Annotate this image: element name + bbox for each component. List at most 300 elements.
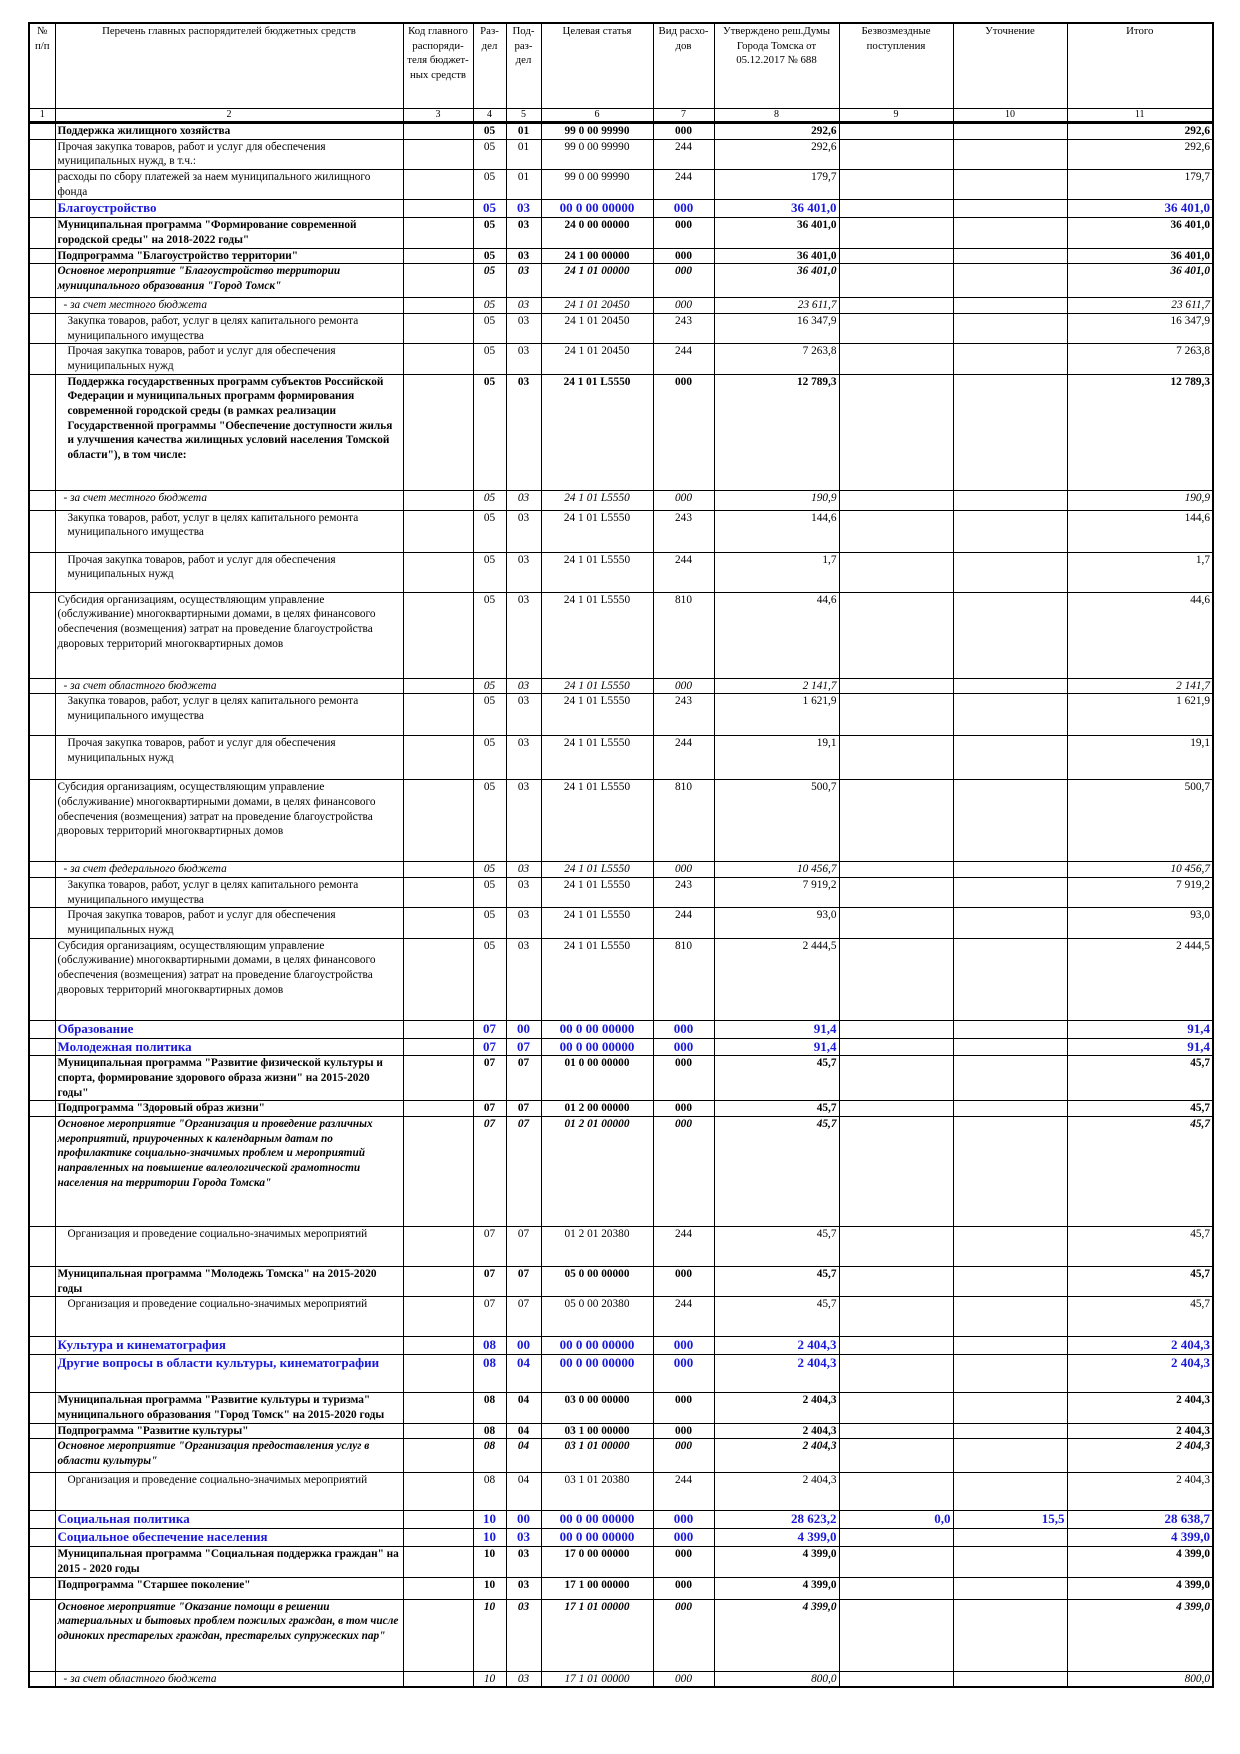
- cell-grants: [839, 490, 953, 510]
- cell-code: [403, 938, 473, 1020]
- cell-section: 05: [473, 248, 506, 264]
- cell-grants: [839, 1337, 953, 1355]
- cell-code: [403, 374, 473, 490]
- cell-approved: 2 404,3: [714, 1439, 839, 1473]
- cell-type: 000: [653, 1020, 714, 1038]
- cell-type: 000: [653, 1577, 714, 1599]
- cell-grants: [839, 170, 953, 200]
- table-row: [29, 694, 1213, 736]
- cell-subsection: 04: [506, 1423, 541, 1439]
- table-row: [29, 510, 1213, 552]
- cell-num: [29, 1101, 55, 1117]
- cell-code: [403, 218, 473, 248]
- cell-num: [29, 694, 55, 736]
- cell-grants: [839, 1227, 953, 1267]
- cell-name: Субсидия организациям, осуществляющим управление (обслуживание) многоквартирными домами, в целях финансового обеспечения (возмещения) затрат на проведение благоустройства дворовых территорий многоквартирных домов: [55, 592, 403, 678]
- cell-code: [403, 200, 473, 218]
- cell-total: 179,7: [1067, 170, 1213, 200]
- cell-section: 07: [473, 1267, 506, 1297]
- cell-section: 05: [473, 694, 506, 736]
- cell-subsection: 03: [506, 248, 541, 264]
- cell-section: 05: [473, 374, 506, 490]
- cell-code: [403, 1101, 473, 1117]
- col-header-type: Вид расхо-дов: [653, 23, 714, 109]
- cell-num: [29, 862, 55, 878]
- cell-target: 00 0 00 00000: [541, 200, 653, 218]
- cell-total: 2 404,3: [1067, 1423, 1213, 1439]
- cell-approved: 4 399,0: [714, 1547, 839, 1577]
- cell-approved: 500,7: [714, 780, 839, 862]
- table-row: [29, 248, 1213, 264]
- cell-num: [29, 374, 55, 490]
- cell-type: 244: [653, 139, 714, 169]
- table-row: [29, 1423, 1213, 1439]
- cell-approved: 45,7: [714, 1056, 839, 1101]
- cell-subsection: 03: [506, 862, 541, 878]
- cell-grants: [839, 1547, 953, 1577]
- cell-name: Организация и проведение социально-значимых мероприятий: [55, 1227, 403, 1267]
- cell-code: [403, 1599, 473, 1671]
- cell-code: [403, 510, 473, 552]
- cell-total: 2 404,3: [1067, 1355, 1213, 1393]
- table-row: [29, 1337, 1213, 1355]
- cell-grants: [839, 1473, 953, 1511]
- cell-name: Муниципальная программа "Молодежь Томска" на 2015-2020 годы: [55, 1267, 403, 1297]
- cell-grants: [839, 218, 953, 248]
- cell-approved: 23 611,7: [714, 298, 839, 314]
- cell-type: 243: [653, 510, 714, 552]
- cell-num: [29, 1547, 55, 1577]
- cell-target: 03 1 00 00000: [541, 1423, 653, 1439]
- cell-target: 17 1 01 00000: [541, 1599, 653, 1671]
- cell-type: 244: [653, 908, 714, 938]
- cell-type: 000: [653, 1337, 714, 1355]
- cell-grants: [839, 1267, 953, 1297]
- cell-code: [403, 1297, 473, 1337]
- cell-type: 000: [653, 264, 714, 298]
- cell-num: [29, 123, 55, 140]
- cell-approved: 45,7: [714, 1227, 839, 1267]
- table-row: [29, 1355, 1213, 1393]
- cell-total: 45,7: [1067, 1056, 1213, 1101]
- cell-grants: [839, 938, 953, 1020]
- cell-section: 05: [473, 938, 506, 1020]
- cell-name: Прочая закупка товаров, работ и услуг для обеспечения муниципальных нужд: [55, 908, 403, 938]
- cell-adjustment: [953, 1297, 1067, 1337]
- cell-code: [403, 1355, 473, 1393]
- cell-subsection: 03: [506, 1547, 541, 1577]
- cell-type: 244: [653, 344, 714, 374]
- cell-section: 08: [473, 1473, 506, 1511]
- cell-section: 05: [473, 344, 506, 374]
- cell-name: Организация и проведение социально-значимых мероприятий: [55, 1297, 403, 1337]
- cell-name: Благоустройство: [55, 200, 403, 218]
- cell-subsection: 07: [506, 1101, 541, 1117]
- cell-approved: 28 623,2: [714, 1511, 839, 1529]
- cell-section: 05: [473, 908, 506, 938]
- cell-name: Социальная политика: [55, 1511, 403, 1529]
- cell-subsection: 03: [506, 908, 541, 938]
- cell-grants: [839, 264, 953, 298]
- cell-grants: [839, 1297, 953, 1337]
- cell-section: 05: [473, 170, 506, 200]
- cell-type: 000: [653, 862, 714, 878]
- cell-subsection: 03: [506, 1599, 541, 1671]
- cell-grants: [839, 1529, 953, 1547]
- cell-code: [403, 298, 473, 314]
- cell-code: [403, 344, 473, 374]
- cell-type: 000: [653, 123, 714, 140]
- cell-code: [403, 552, 473, 592]
- cell-adjustment: [953, 1393, 1067, 1423]
- cell-adjustment: [953, 139, 1067, 169]
- cell-section: 05: [473, 592, 506, 678]
- cell-name: - за счет местного бюджета: [55, 490, 403, 510]
- cell-approved: 2 404,3: [714, 1423, 839, 1439]
- cell-type: 000: [653, 678, 714, 694]
- cell-type: 244: [653, 552, 714, 592]
- col-header-target: Целевая статья: [541, 23, 653, 109]
- cell-total: 28 638,7: [1067, 1511, 1213, 1529]
- cell-subsection: 03: [506, 780, 541, 862]
- cell-section: 05: [473, 200, 506, 218]
- cell-code: [403, 908, 473, 938]
- cell-type: 000: [653, 298, 714, 314]
- cell-total: 4 399,0: [1067, 1577, 1213, 1599]
- cell-num: [29, 1599, 55, 1671]
- table-row: [29, 1056, 1213, 1101]
- col-number: 6: [541, 109, 653, 123]
- cell-name: Закупка товаров, работ, услуг в целях капитального ремонта муниципального имущества: [55, 313, 403, 343]
- cell-subsection: 01: [506, 123, 541, 140]
- cell-grants: [839, 1038, 953, 1056]
- cell-name: Муниципальная программа "Социальная поддержка граждан" на 2015 - 2020 годы: [55, 1547, 403, 1577]
- cell-section: 05: [473, 313, 506, 343]
- cell-num: [29, 1056, 55, 1101]
- cell-subsection: 03: [506, 1671, 541, 1687]
- cell-grants: [839, 298, 953, 314]
- cell-subsection: 03: [506, 1577, 541, 1599]
- cell-approved: 45,7: [714, 1297, 839, 1337]
- cell-num: [29, 1117, 55, 1227]
- cell-num: [29, 938, 55, 1020]
- cell-name: Основное мероприятие "Благоустройство территории муниципального образования "Город Томск": [55, 264, 403, 298]
- col-header-num: № п/п: [29, 23, 55, 109]
- cell-target: 24 1 01 L5550: [541, 592, 653, 678]
- cell-grants: [839, 1423, 953, 1439]
- col-header-grants: Безвозмездные поступления: [839, 23, 953, 109]
- cell-code: [403, 1056, 473, 1101]
- cell-section: 05: [473, 780, 506, 862]
- cell-num: [29, 139, 55, 169]
- cell-total: 36 401,0: [1067, 200, 1213, 218]
- cell-adjustment: [953, 510, 1067, 552]
- cell-total: 2 404,3: [1067, 1473, 1213, 1511]
- cell-name: Основное мероприятие "Оказание помощи в решении материальных и бытовых проблем пожилых граждан, в том числе одиноких престарелых граждан, престарелых супружеских пар": [55, 1599, 403, 1671]
- cell-code: [403, 1267, 473, 1297]
- cell-adjustment: [953, 1020, 1067, 1038]
- cell-code: [403, 1547, 473, 1577]
- cell-subsection: 03: [506, 200, 541, 218]
- cell-approved: 190,9: [714, 490, 839, 510]
- table-row: [29, 200, 1213, 218]
- cell-code: [403, 1393, 473, 1423]
- cell-total: 1,7: [1067, 552, 1213, 592]
- table-row: [29, 908, 1213, 938]
- cell-name: Другие вопросы в области культуры, кинематографии: [55, 1355, 403, 1393]
- cell-name: Подпрограмма "Благоустройство территории": [55, 248, 403, 264]
- col-header-subsection: Под-раз-дел: [506, 23, 541, 109]
- cell-subsection: 00: [506, 1337, 541, 1355]
- cell-total: 91,4: [1067, 1020, 1213, 1038]
- cell-code: [403, 1117, 473, 1227]
- cell-type: 000: [653, 1547, 714, 1577]
- col-number: 11: [1067, 109, 1213, 123]
- cell-name: Прочая закупка товаров, работ и услуг для обеспечения муниципальных нужд, в т.ч.:: [55, 139, 403, 169]
- cell-type: 000: [653, 490, 714, 510]
- cell-approved: 292,6: [714, 123, 839, 140]
- cell-subsection: 03: [506, 264, 541, 298]
- cell-type: 244: [653, 1297, 714, 1337]
- cell-grants: [839, 1355, 953, 1393]
- cell-adjustment: [953, 1337, 1067, 1355]
- col-header-adjustment: Уточнение: [953, 23, 1067, 109]
- cell-code: [403, 264, 473, 298]
- cell-code: [403, 1038, 473, 1056]
- cell-approved: 45,7: [714, 1267, 839, 1297]
- cell-name: Молодежная политика: [55, 1038, 403, 1056]
- cell-target: 24 1 01 L5550: [541, 736, 653, 780]
- cell-num: [29, 1297, 55, 1337]
- cell-type: 244: [653, 1227, 714, 1267]
- col-number: 8: [714, 109, 839, 123]
- cell-code: [403, 248, 473, 264]
- cell-num: [29, 877, 55, 907]
- cell-num: [29, 200, 55, 218]
- cell-approved: 10 456,7: [714, 862, 839, 878]
- cell-approved: 4 399,0: [714, 1529, 839, 1547]
- table-row: [29, 1020, 1213, 1038]
- cell-type: 243: [653, 877, 714, 907]
- cell-target: 17 0 00 00000: [541, 1547, 653, 1577]
- cell-total: 36 401,0: [1067, 264, 1213, 298]
- cell-adjustment: [953, 736, 1067, 780]
- cell-total: 23 611,7: [1067, 298, 1213, 314]
- cell-total: 800,0: [1067, 1671, 1213, 1687]
- cell-approved: 36 401,0: [714, 264, 839, 298]
- cell-num: [29, 218, 55, 248]
- cell-section: 05: [473, 552, 506, 592]
- cell-adjustment: [953, 1439, 1067, 1473]
- cell-type: 000: [653, 1355, 714, 1393]
- cell-code: [403, 490, 473, 510]
- cell-adjustment: [953, 248, 1067, 264]
- cell-code: [403, 678, 473, 694]
- cell-code: [403, 1337, 473, 1355]
- table-row: [29, 1599, 1213, 1671]
- cell-total: 10 456,7: [1067, 862, 1213, 878]
- budget-table: [28, 22, 1214, 1688]
- cell-type: 000: [653, 1439, 714, 1473]
- cell-approved: 7 919,2: [714, 877, 839, 907]
- cell-adjustment: [953, 1423, 1067, 1439]
- cell-section: 10: [473, 1529, 506, 1547]
- cell-name: - за счет федерального бюджета: [55, 862, 403, 878]
- cell-type: 810: [653, 780, 714, 862]
- table-row: [29, 678, 1213, 694]
- cell-num: [29, 552, 55, 592]
- cell-num: [29, 1511, 55, 1529]
- cell-approved: 1,7: [714, 552, 839, 592]
- cell-total: 16 347,9: [1067, 313, 1213, 343]
- cell-name: - за счет местного бюджета: [55, 298, 403, 314]
- cell-subsection: 03: [506, 877, 541, 907]
- cell-num: [29, 490, 55, 510]
- cell-adjustment: [953, 552, 1067, 592]
- table-row: [29, 1267, 1213, 1297]
- cell-num: [29, 736, 55, 780]
- cell-section: 05: [473, 736, 506, 780]
- cell-adjustment: [953, 298, 1067, 314]
- cell-adjustment: [953, 200, 1067, 218]
- cell-adjustment: [953, 877, 1067, 907]
- table-row: [29, 344, 1213, 374]
- cell-adjustment: 15,5: [953, 1511, 1067, 1529]
- cell-type: 244: [653, 736, 714, 780]
- cell-code: [403, 313, 473, 343]
- cell-subsection: 07: [506, 1297, 541, 1337]
- cell-num: [29, 344, 55, 374]
- cell-name: Основное мероприятие "Организация и проведение различных мероприятий, приуроченных к календарным датам по профилактике социально-значимых проблем и мероприятий направленных на повышение валеологической грамотности населения на территории Города Томска": [55, 1117, 403, 1227]
- cell-num: [29, 1020, 55, 1038]
- cell-target: 00 0 00 00000: [541, 1355, 653, 1393]
- col-number: 4: [473, 109, 506, 123]
- cell-grants: [839, 552, 953, 592]
- cell-adjustment: [953, 678, 1067, 694]
- cell-num: [29, 510, 55, 552]
- cell-num: [29, 1439, 55, 1473]
- cell-approved: 91,4: [714, 1038, 839, 1056]
- table-row: [29, 1117, 1213, 1227]
- cell-section: 08: [473, 1423, 506, 1439]
- cell-total: 500,7: [1067, 780, 1213, 862]
- cell-adjustment: [953, 313, 1067, 343]
- cell-adjustment: [953, 1056, 1067, 1101]
- cell-grants: [839, 1101, 953, 1117]
- cell-grants: [839, 510, 953, 552]
- cell-section: 10: [473, 1547, 506, 1577]
- cell-type: 000: [653, 248, 714, 264]
- table-row: [29, 552, 1213, 592]
- cell-total: 2 404,3: [1067, 1393, 1213, 1423]
- cell-section: 05: [473, 123, 506, 140]
- cell-grants: [839, 592, 953, 678]
- cell-approved: 19,1: [714, 736, 839, 780]
- table-row: [29, 1577, 1213, 1599]
- cell-subsection: 03: [506, 313, 541, 343]
- cell-approved: 179,7: [714, 170, 839, 200]
- cell-approved: 45,7: [714, 1117, 839, 1227]
- table-row: [29, 123, 1213, 140]
- cell-target: 03 0 00 00000: [541, 1393, 653, 1423]
- cell-adjustment: [953, 374, 1067, 490]
- cell-approved: 93,0: [714, 908, 839, 938]
- cell-grants: [839, 1671, 953, 1687]
- cell-grants: [839, 1020, 953, 1038]
- cell-code: [403, 862, 473, 878]
- col-header-name: Перечень главных распорядителей бюджетных средств: [55, 23, 403, 109]
- cell-approved: 16 347,9: [714, 313, 839, 343]
- cell-subsection: 03: [506, 218, 541, 248]
- cell-target: 03 1 01 00000: [541, 1439, 653, 1473]
- cell-target: 24 1 01 20450: [541, 313, 653, 343]
- cell-target: 01 0 00 00000: [541, 1056, 653, 1101]
- cell-type: 000: [653, 1393, 714, 1423]
- cell-subsection: 00: [506, 1020, 541, 1038]
- cell-grants: [839, 694, 953, 736]
- cell-num: [29, 264, 55, 298]
- cell-num: [29, 170, 55, 200]
- cell-num: [29, 313, 55, 343]
- cell-total: 4 399,0: [1067, 1529, 1213, 1547]
- cell-subsection: 03: [506, 490, 541, 510]
- cell-total: 44,6: [1067, 592, 1213, 678]
- cell-subsection: 03: [506, 938, 541, 1020]
- cell-adjustment: [953, 1267, 1067, 1297]
- cell-total: 19,1: [1067, 736, 1213, 780]
- cell-code: [403, 1423, 473, 1439]
- col-number: 5: [506, 109, 541, 123]
- cell-adjustment: [953, 1038, 1067, 1056]
- cell-section: 07: [473, 1101, 506, 1117]
- cell-approved: 12 789,3: [714, 374, 839, 490]
- cell-num: [29, 1671, 55, 1687]
- cell-grants: [839, 374, 953, 490]
- cell-target: 01 2 00 00000: [541, 1101, 653, 1117]
- cell-total: 45,7: [1067, 1227, 1213, 1267]
- cell-name: Закупка товаров, работ, услуг в целях капитального ремонта муниципального имущества: [55, 510, 403, 552]
- cell-approved: 91,4: [714, 1020, 839, 1038]
- cell-target: 24 1 01 00000: [541, 264, 653, 298]
- cell-subsection: 07: [506, 1038, 541, 1056]
- cell-subsection: 04: [506, 1439, 541, 1473]
- cell-code: [403, 1529, 473, 1547]
- cell-code: [403, 1020, 473, 1038]
- cell-target: 24 1 01 L5550: [541, 510, 653, 552]
- cell-type: 000: [653, 1529, 714, 1547]
- cell-adjustment: [953, 1227, 1067, 1267]
- cell-target: 24 1 01 L5550: [541, 374, 653, 490]
- cell-adjustment: [953, 218, 1067, 248]
- cell-section: 05: [473, 862, 506, 878]
- cell-name: Образование: [55, 1020, 403, 1038]
- cell-type: 243: [653, 313, 714, 343]
- table-row: [29, 1547, 1213, 1577]
- table-row: [29, 592, 1213, 678]
- cell-section: 05: [473, 877, 506, 907]
- cell-name: Муниципальная программа "Формирование современной городской среды" на 2018-2022 годы": [55, 218, 403, 248]
- cell-num: [29, 1577, 55, 1599]
- cell-subsection: 00: [506, 1511, 541, 1529]
- cell-target: 00 0 00 00000: [541, 1511, 653, 1529]
- cell-total: 45,7: [1067, 1297, 1213, 1337]
- cell-total: 91,4: [1067, 1038, 1213, 1056]
- cell-type: 000: [653, 374, 714, 490]
- cell-target: 99 0 00 99990: [541, 170, 653, 200]
- table-row: [29, 298, 1213, 314]
- cell-name: Организация и проведение социально-значимых мероприятий: [55, 1473, 403, 1511]
- cell-total: 7 919,2: [1067, 877, 1213, 907]
